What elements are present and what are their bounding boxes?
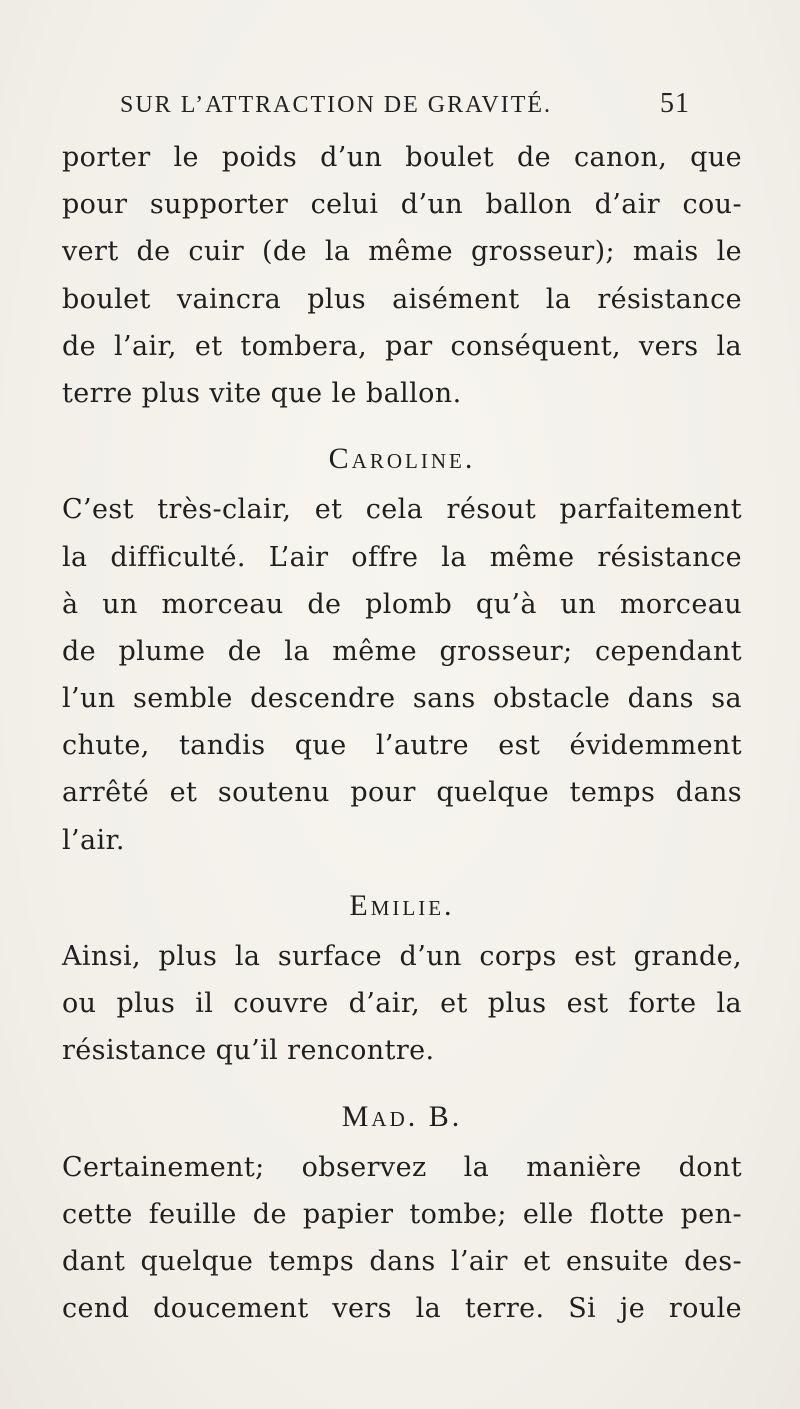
text-line: dant quelque temps dans l’air et ensuite des- <box>62 1246 742 1278</box>
speaker-name: Mad. B. <box>341 1099 463 1133</box>
paragraph <box>62 486 742 864</box>
text-line: porter le poids d’un boulet de canon, que <box>62 142 742 173</box>
text-line: arrêté et soutenu pour quelque temps dans <box>62 777 742 809</box>
text-line: terre plus vite que le ballon. <box>62 377 462 409</box>
paragraph <box>62 933 742 1075</box>
text-line: pour supporter celui d’un ballon d’air cou- <box>62 189 742 221</box>
text-line: la difficulté. L’air offre la même résistance <box>62 541 742 573</box>
paragraph <box>62 134 742 417</box>
running-head-title: SUR L’ATTRACTION DE GRAVITÉ. <box>120 92 553 118</box>
text-line: vert de cuir (de la même grosseur); mais le <box>62 236 742 268</box>
text-line: de plume de la même grosseur; cependant <box>62 635 742 667</box>
text-line: l’air. <box>62 824 125 856</box>
body-text <box>62 134 742 1333</box>
speaker-name: Emilie. <box>349 888 455 922</box>
paragraph <box>62 1144 742 1333</box>
text-line: boulet vaincra plus aisément la résistance <box>62 283 742 315</box>
page-number: 51 <box>660 88 690 119</box>
text-line: ou plus il couvre d’air, et plus est forte la <box>62 988 742 1020</box>
text-line: cette feuille de papier tombe; elle flotte pen- <box>62 1198 742 1230</box>
speaker-name: Caroline. <box>328 442 476 476</box>
text-line: de l’air, et tombera, par conséquent, vers la <box>62 330 742 362</box>
text-line: résistance qu’il rencontre. <box>62 1035 435 1067</box>
text-line: cend doucement vers la terre. Si je roule <box>62 1293 742 1325</box>
running-head <box>120 88 690 120</box>
text-line: C’est très-clair, et cela résout parfaitement <box>62 494 742 526</box>
text-line: Certainement; observez la manière dont <box>62 1151 742 1183</box>
text-line: chute, tandis que l’autre est évidemment <box>62 730 742 762</box>
text-line: Ainsi, plus la surface d’un corps est grande, <box>62 941 742 972</box>
text-line: l’un semble descendre sans obstacle dans sa <box>62 683 742 715</box>
text-line: à un morceau de plomb qu’à un morceau <box>62 588 742 620</box>
